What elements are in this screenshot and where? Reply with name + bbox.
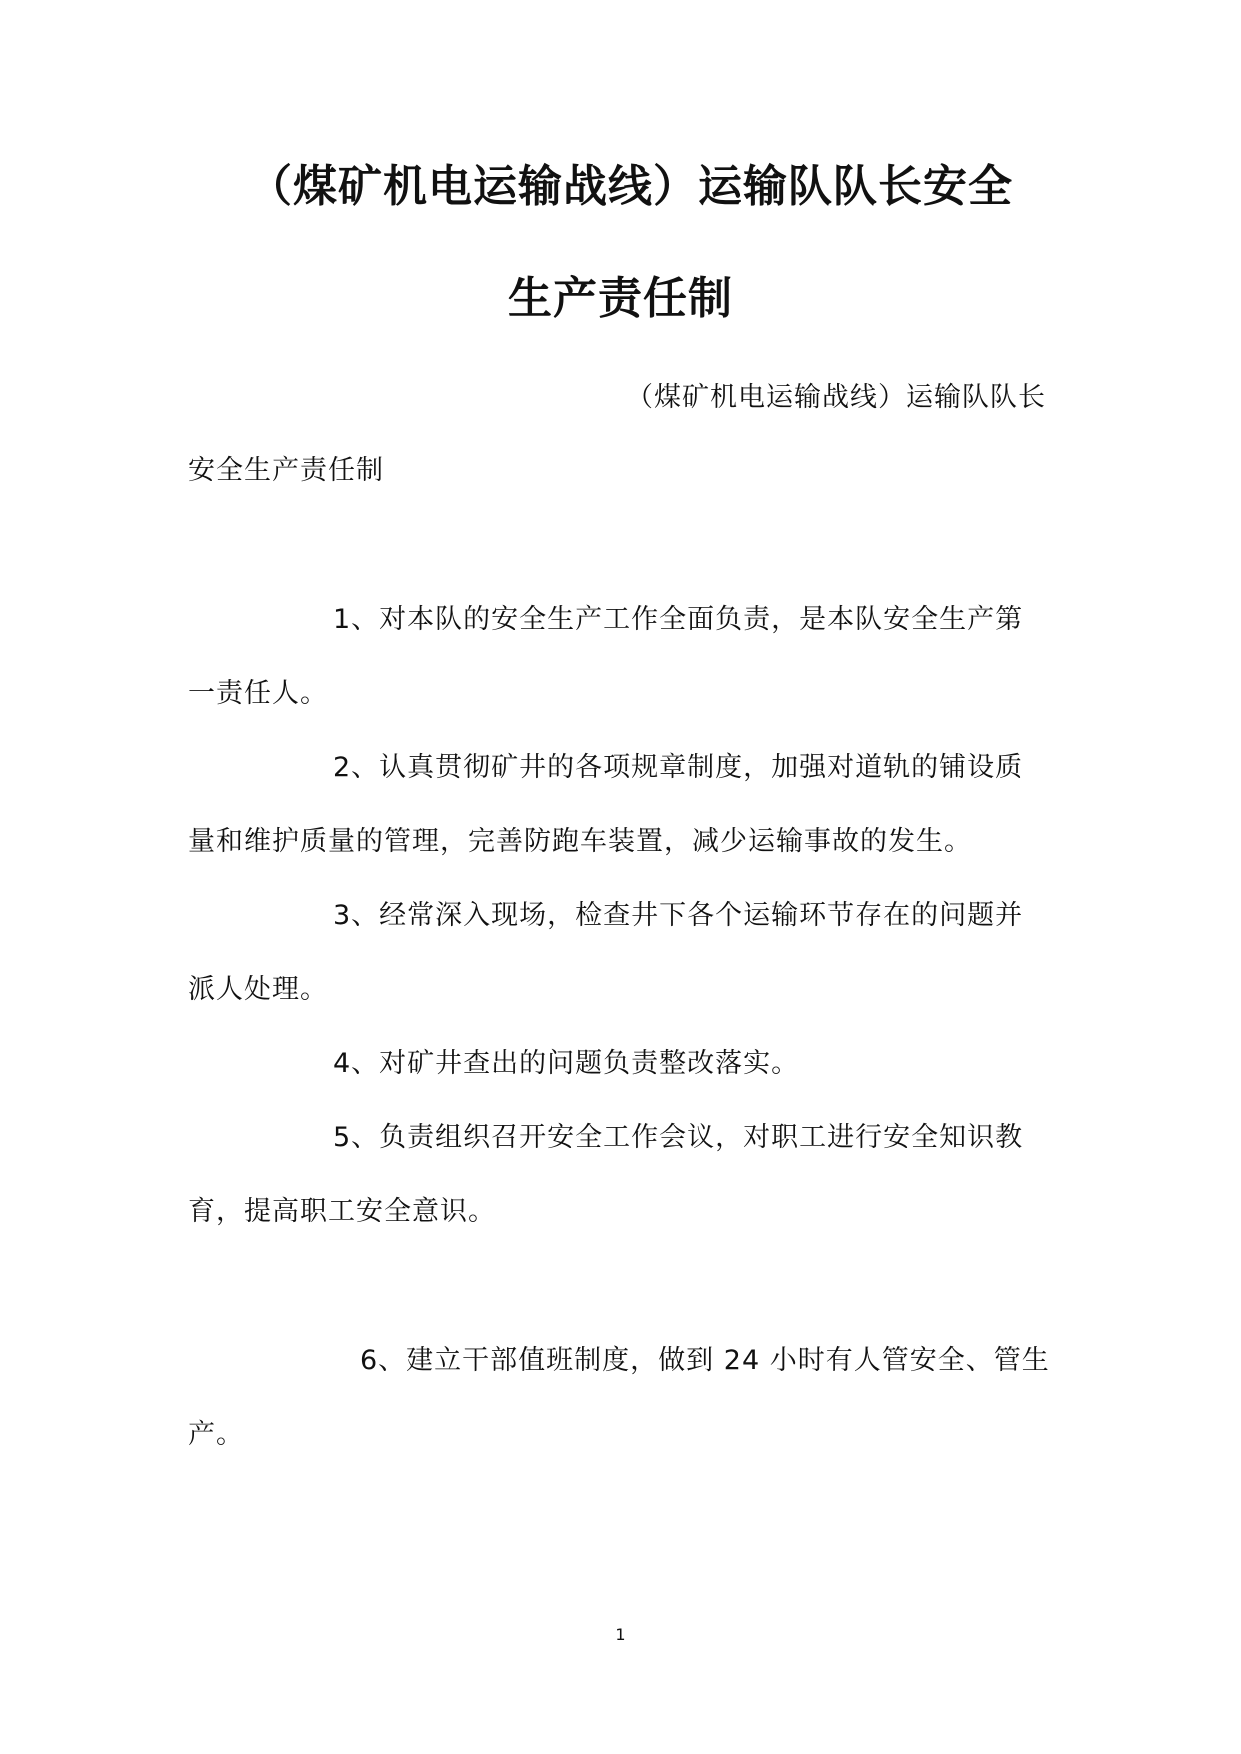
document-title-line2: 生产责任制 <box>508 273 733 324</box>
page-number: 1 <box>615 1625 626 1644</box>
item-3-line2: 派人处理。 <box>188 974 328 1005</box>
item-2-line2: 量和维护质量的管理，完善防跑车装置，减少运输事故的发生。 <box>188 826 972 857</box>
item-5-line1: 5、负责组织召开安全工作会议，对职工进行安全知识教 <box>333 1122 1024 1153</box>
item-6-line2: 产。 <box>188 1419 244 1450</box>
item-6-line1: 6、建立干部值班制度，做到 24 小时有人管安全、管生 <box>360 1345 1050 1376</box>
subtitle-line1: （煤矿机电运输战线）运输队队长 <box>626 382 1046 413</box>
subtitle-line2: 安全生产责任制 <box>188 455 384 486</box>
item-2-line1: 2、认真贯彻矿井的各项规章制度，加强对道轨的铺设质 <box>333 752 1024 783</box>
item-5-line2: 育，提高职工安全意识。 <box>188 1196 496 1227</box>
item-4-line1: 4、对矿井查出的问题负责整改落实。 <box>333 1048 800 1079</box>
item-1-line2: 一责任人。 <box>188 678 328 709</box>
document-title-line1: （煤矿机电运输战线）运输队队长安全 <box>248 161 1013 212</box>
item-3-line1: 3、经常深入现场，检查井下各个运输环节存在的问题并 <box>333 900 1024 931</box>
item-1-line1: 1、对本队的安全生产工作全面负责，是本队安全生产第 <box>333 604 1024 635</box>
